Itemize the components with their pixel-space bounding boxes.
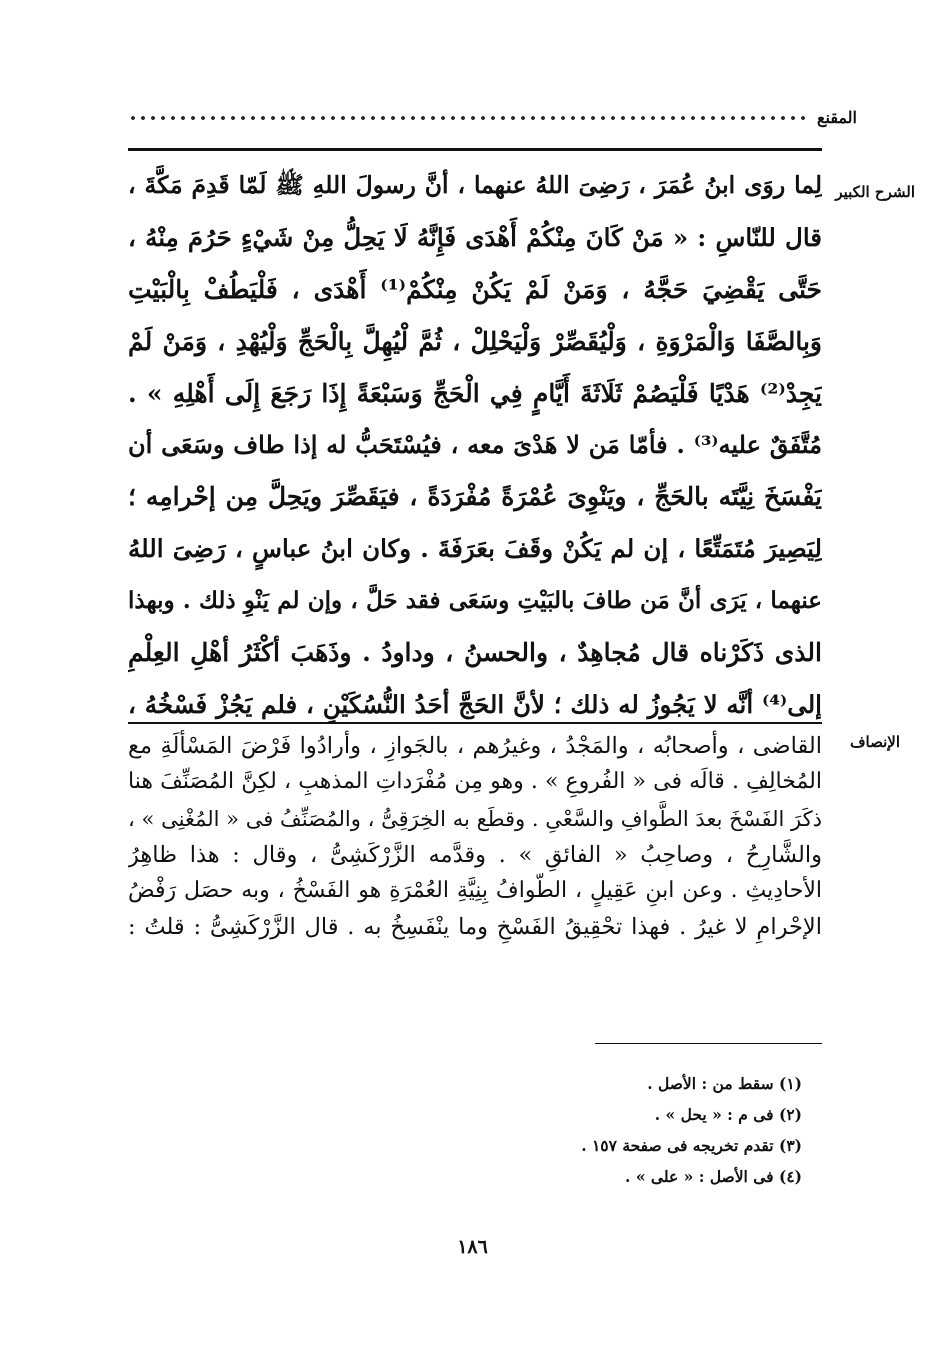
text-line: الأحادِيثِ . وعن ابنِ عَقِيلٍ ، الطَّوافُ بِنِيَّةِ العُمْرَةِ هو الفَسْخُ ، وبه حصَل رَفْضُ: [128, 878, 822, 904]
text-line: والشَّارِحُ ، وصاحِبُ « الفائقِ » . وقدَّمه الزَّرْكَشِىُّ ، وقال : هذا ظاهِرُ: [128, 841, 822, 868]
main-commentary-text: [128, 160, 822, 731]
section-divider-rule: [128, 722, 822, 724]
section-label-insaf: الإنصاف: [849, 733, 900, 751]
text-line: قال للنّاسِ : « مَنْ كَانَ مِنْكُمْ أَهْدَى فَإِنَّهُ لَا يَحِلُّ مِنْ شَيْءٍ حَرُمَ مِنْهُ ،: [128, 222, 822, 252]
text-line: عنهما ، يَرَى أنَّ مَن طافَ بالبَيْتِ وسَعَى فقد حَلَّ ، وإن لم يَنْوِ ذلك . وبهذا: [128, 587, 822, 615]
text-line: مُتَّفَقٌ عليه⁽³⁾ . فأمّا مَن لا هَدْىَ معه ، فيُسْتَحَبُّ له إذا طاف وسَعَى أن: [128, 430, 822, 460]
header-dotted-leader: [128, 112, 810, 124]
text-line: إلى⁽⁴⁾ أنَّه لا يَجُوزُ له ذلك ؛ لأنَّ الحَجَّ أحَدُ النُّسُكَيْنِ ، فلم يَجُزْ فَسْخُهُ ،: [128, 689, 822, 719]
footnote: (٣) تقدم تخريجه فى صفحة ١٥٧ .: [581, 1136, 802, 1155]
footnote-rule: [595, 1043, 822, 1044]
section-label-sharh: الشرح الكبير: [835, 183, 915, 201]
text-line: يَجِدْ⁽²⁾ هَدْيًا فَلْيَصُمْ ثَلَاثَةَ أَيَّامٍ فِي الْحَجِّ وَسَبْعَةً إِذَا رَجَعَ إِلَى أَهْلِهِ » .: [128, 378, 822, 408]
insaf-text: [128, 728, 822, 946]
text-line: القاضى ، وأصحابُه ، والمَجْدُ ، وغيرُهم ، بالجَوازِ ، وأرادُوا فَرْضَ المَسْألَةِ مع: [128, 733, 822, 759]
footnote: (٢) فى م : « يحل » .: [654, 1105, 802, 1124]
text-line: الذى ذَكَرْناه قال مُجاهِدٌ ، والحسنُ ، وداودُ . وذَهَبَ أكْثَرُ أهْلِ العِلْمِ: [128, 638, 822, 668]
header-rule: [128, 148, 822, 151]
text-line: الإحْرامِ لا غيرُ . فهذا تحْقِيقُ الفَسْخِ وما ينْفَسِخُ به . قال الزَّرْكَشِىُّ : قلتُ :: [128, 914, 822, 941]
text-line: المُخالِفِ . قالَه فى « الفُروعِ » . وهو مِن مُفْرَداتِ المذهبِ ، لكِنَّ المُصَنِّفَ هنا: [128, 769, 822, 795]
text-line: لِما روَى ابنُ عُمَرَ ، رَضِىَ اللهُ عنهما ، أنَّ رسولَ اللهِ ﷺ لَمّا قَدِمَ مَكَّةَ ،: [128, 171, 822, 199]
footnote: (٤) فى الأصل : « على » .: [625, 1167, 802, 1186]
page-number: ١٨٦: [457, 1236, 488, 1258]
footnotes: [402, 1068, 802, 1192]
text-line: لِيَصِيرَ مُتَمَتِّعًا ، إن لم يَكُنْ وقَفَ بعَرَفَةَ . وكان ابنُ عباسٍ ، رَضِىَ اللهُ: [128, 534, 822, 564]
text-line: يَفْسَخَ نِيَّتَه بالحَجِّ ، ويَنْوِىَ عُمْرَةً مُفْرَدَةً ، فيَقَصِّرَ ويَحِلَّ مِن إحْرامِه ؛: [128, 482, 822, 512]
text-line: ذكَرَ الفَسْخَ بعدَ الطَّوافِ والسَّعْىِ . وقطَع به الخِرَقِىُّ ، والمُصَنِّفُ فى « المُغْنِى » ،: [128, 806, 822, 831]
footnote: (١) سقط من : الأصل .: [647, 1074, 802, 1093]
running-header-title: المقنع: [816, 108, 857, 127]
text-line: وَبِالصَّفَا وَالْمَرْوَةِ ، وَلْيُقَصِّرْ وَلْيَحْلِلْ ، ثُمَّ لْيُهِلَّ بِالْحَجِّ وَلْيُهْدِ ، وَمَنْ لَمْ: [128, 326, 822, 356]
text-line: حَتَّى يَقْضِيَ حَجَّهُ ، وَمَنْ لَمْ يَكُنْ مِنْكُمْ⁽¹⁾ أَهْدَى ، فَلْيَطُفْ بِالْبَيْتِ: [128, 274, 822, 304]
